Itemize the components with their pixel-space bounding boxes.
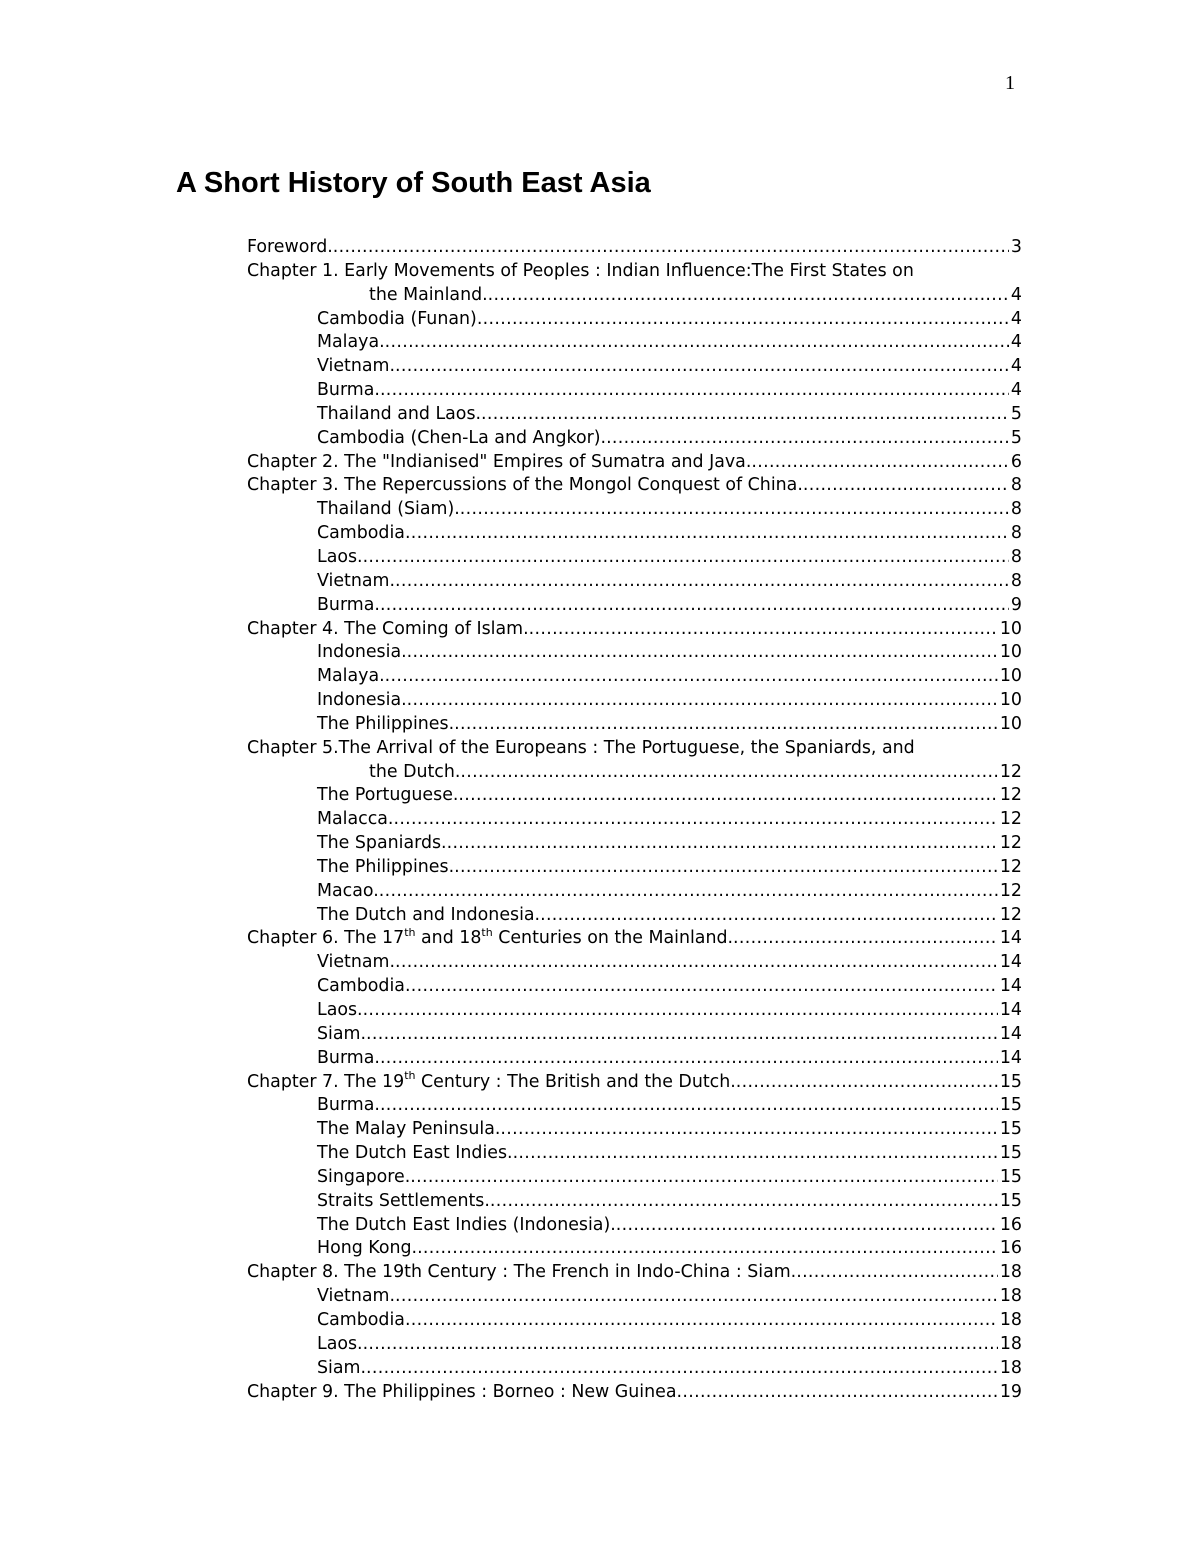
toc-subentry[interactable] (247, 832, 1022, 856)
toc-page-number: 18 (999, 1333, 1022, 1354)
toc-entry-title: Malaya. (317, 666, 385, 687)
toc-subentry[interactable] (247, 784, 1022, 808)
toc-entry-title: Hong Kong. (317, 1238, 418, 1259)
toc-entry-title: Laos. (317, 1333, 363, 1354)
toc-entry-title: Laos. (317, 1000, 363, 1020)
toc-subentry[interactable] (247, 1357, 1022, 1381)
toc-subentry[interactable] (247, 1023, 1022, 1047)
toc-entry-title: Chapter 8. The 19th Century : The French in Indo-China : Siam. (247, 1262, 797, 1283)
toc-entry-title: Laos. (317, 546, 363, 567)
toc-page-number: 4 (1010, 284, 1022, 305)
toc-entry-title: Cambodia (Funan) (317, 308, 477, 329)
toc-page-number: 12 (999, 785, 1022, 806)
dot-leader (363, 999, 998, 1023)
dot-leader (379, 880, 998, 904)
document-title: A Short History of South East Asia (176, 167, 651, 199)
toc-subentry[interactable] (247, 1237, 1022, 1261)
toc-page-number: 18 (999, 1262, 1022, 1283)
toc-subentry[interactable] (247, 975, 1022, 999)
dot-leader (393, 808, 997, 832)
toc-page-number: 8 (1010, 570, 1022, 591)
dot-leader (540, 904, 998, 928)
toc-page-number: 14 (999, 1023, 1022, 1044)
toc-subentry[interactable] (247, 498, 1022, 522)
dot-leader (677, 1381, 998, 1405)
toc-subentry[interactable] (247, 1047, 1022, 1071)
toc-subentry[interactable] (247, 1142, 1022, 1166)
toc-page-number: 18 (999, 1309, 1022, 1330)
dot-leader (513, 1142, 998, 1166)
dot-leader (477, 308, 1009, 332)
toc-page-number: 16 (999, 1238, 1022, 1259)
toc-page-number: 14 (999, 976, 1022, 997)
dot-leader (460, 761, 997, 785)
toc-entry-title: The Dutch East Indies. (317, 1143, 513, 1164)
dot-leader (488, 284, 1009, 308)
toc-subentry[interactable] (247, 594, 1022, 618)
toc-entry-title: Indonesia. (317, 690, 407, 711)
toc-entry-title: Chapter 3. The Repercussions of the Mongol Conquest of China. (247, 475, 803, 496)
toc-page-number: 10 (999, 642, 1022, 663)
toc-entry-title: Chapter 4. The Coming of Islam. (247, 618, 529, 639)
toc-subentry[interactable] (247, 403, 1022, 427)
toc-entry-title: Burma. (317, 380, 380, 401)
toc-page-number: 5 (1010, 427, 1022, 448)
dot-leader (733, 927, 998, 951)
toc-page-number: 8 (1010, 546, 1022, 567)
table-of-contents (247, 236, 1022, 1404)
toc-page-number: 12 (999, 809, 1022, 830)
toc-entry-chapter-2[interactable] (247, 451, 1022, 475)
toc-entry-chapter-5-continued[interactable] (247, 761, 1022, 785)
toc-entry-title: the Dutch. (369, 761, 461, 782)
toc-subentry[interactable] (247, 951, 1022, 975)
toc-entry-chapter-6[interactable] (247, 927, 1022, 951)
toc-page-number: 3 (1010, 237, 1022, 257)
dot-leader (736, 1071, 998, 1095)
toc-entry-title: Chapter 9. The Philippines : Borneo : New Guinea (247, 1381, 677, 1402)
dot-leader (333, 236, 1009, 260)
toc-entry-chapter-7[interactable] (247, 1071, 1022, 1095)
toc-subentry[interactable] (247, 904, 1022, 928)
dot-leader (380, 379, 1009, 403)
toc-entry-title: Burma. (317, 594, 380, 615)
toc-entry-title: Foreword. (247, 237, 333, 257)
toc-page-number: 4 (1010, 380, 1022, 401)
toc-page-number: 15 (999, 1190, 1022, 1211)
toc-subentry[interactable] (247, 379, 1022, 403)
toc-subentry[interactable] (247, 546, 1022, 570)
toc-entry-title: The Portuguese. (317, 785, 459, 806)
toc-subentry[interactable] (247, 1333, 1022, 1357)
toc-subentry[interactable] (247, 641, 1022, 665)
toc-subentry[interactable] (247, 713, 1022, 737)
toc-page-number: 4 (1010, 332, 1022, 353)
toc-entry-title: The Philippines. (317, 713, 455, 734)
toc-subentry[interactable] (247, 808, 1022, 832)
toc-page-number: 14 (999, 1047, 1022, 1068)
dot-leader (500, 1118, 997, 1142)
dot-leader (460, 498, 1009, 522)
toc-entry-title: The Malay Peninsula. (317, 1119, 501, 1140)
dot-leader (410, 1166, 998, 1190)
toc-entry-title: Vietnam. (317, 570, 396, 591)
toc-subentry[interactable] (247, 355, 1022, 379)
toc-page-number: 15 (999, 1119, 1022, 1140)
toc-entry-chapter-5[interactable] (247, 737, 1022, 761)
dot-leader (385, 331, 1009, 355)
dot-leader (529, 618, 998, 642)
toc-page-number: 19 (999, 1381, 1022, 1402)
toc-entry-title: Thailand and Laos. (317, 403, 482, 424)
dot-leader (405, 522, 1009, 546)
toc-page-number: 4 (1010, 356, 1022, 377)
toc-page-number: 10 (999, 666, 1022, 687)
dot-leader (796, 1261, 998, 1285)
toc-page-number: 8 (1010, 523, 1022, 544)
toc-entry-title: Cambodia (317, 1309, 405, 1330)
toc-entry-title: Chapter 5.The Arrival of the Europeans : The Portuguese, the Spaniards, and (247, 737, 915, 758)
toc-subentry[interactable] (247, 1309, 1022, 1333)
toc-entry-chapter-4[interactable] (247, 618, 1022, 642)
toc-entry-title: The Spaniards. (317, 833, 447, 854)
toc-subentry[interactable] (247, 1214, 1022, 1238)
toc-entry-title: Thailand (Siam). (317, 499, 460, 520)
toc-entry-title: Siam. (317, 1357, 366, 1378)
toc-entry-title: Singapore. (317, 1166, 411, 1187)
toc-page-number: 9 (1010, 594, 1022, 615)
toc-subentry[interactable] (247, 1166, 1022, 1190)
toc-subentry[interactable] (247, 522, 1022, 546)
dot-leader (803, 474, 1009, 498)
toc-page-number: 12 (999, 761, 1022, 782)
dot-leader (481, 403, 1009, 427)
toc-page-number: 15 (999, 1071, 1022, 1092)
dot-leader (407, 641, 998, 665)
toc-page-number: 14 (999, 928, 1022, 949)
toc-page-number: 14 (999, 952, 1022, 973)
dot-leader (417, 1237, 998, 1261)
toc-entry-title: Vietnam. (317, 356, 396, 377)
toc-entry-title: Straits Settlements. (317, 1190, 490, 1211)
toc-page-number: 12 (999, 856, 1022, 877)
page-number: 1 (1005, 72, 1015, 94)
dot-leader (407, 689, 998, 713)
toc-page-number: 6 (1010, 451, 1022, 472)
toc-subentry[interactable] (247, 1190, 1022, 1214)
dot-leader (366, 1357, 998, 1381)
toc-entry-title: Macao. (317, 880, 379, 901)
toc-entry-chapter-9[interactable] (247, 1381, 1022, 1405)
toc-entry-title: Malacca. (317, 809, 394, 830)
toc-entry-foreword[interactable] (247, 236, 1022, 260)
toc-entry-chapter-1-continued[interactable] (247, 284, 1022, 308)
dot-leader (395, 570, 1009, 594)
toc-entry-title: The Dutch and Indonesia. (317, 904, 541, 925)
toc-subentry[interactable] (247, 1285, 1022, 1309)
toc-entry-title: the Mainland. (369, 284, 488, 305)
toc-subentry[interactable] (247, 331, 1022, 355)
dot-leader (363, 1333, 998, 1357)
toc-subentry[interactable] (247, 665, 1022, 689)
dot-leader (366, 1023, 998, 1047)
toc-page-number: 15 (999, 1143, 1022, 1164)
toc-entry-title: Chapter 1. Early Movements of Peoples : Indian Influence:The First States on (247, 260, 914, 281)
toc-page-number: 5 (1010, 403, 1022, 424)
dot-leader (380, 1047, 998, 1071)
toc-entry-title: Siam. (317, 1023, 366, 1044)
toc-entry-title: Vietnam. (317, 1286, 396, 1307)
toc-entry-title: Chapter 7. The 19th Century : The British and the Dutch. (247, 1070, 736, 1092)
dot-leader (606, 427, 1009, 451)
toc-page-number: 18 (999, 1286, 1022, 1307)
toc-subentry[interactable] (247, 308, 1022, 332)
toc-page-number: 10 (999, 618, 1022, 639)
toc-entry-title: Cambodia (317, 976, 405, 997)
toc-entry-title: Malaya. (317, 332, 385, 353)
toc-page-number: 18 (999, 1357, 1022, 1378)
toc-subentry[interactable] (247, 880, 1022, 904)
dot-leader (458, 784, 997, 808)
dot-leader (447, 832, 998, 856)
toc-entry-title: Vietnam. (317, 952, 396, 973)
dot-leader (405, 1309, 998, 1333)
dot-leader (385, 665, 998, 689)
dot-leader (454, 713, 998, 737)
toc-page-number: 4 (1010, 308, 1022, 329)
toc-entry-title: Chapter 6. The 17th and 18th Centuries on the Mainland. (247, 927, 734, 949)
toc-subentry[interactable] (247, 570, 1022, 594)
toc-page-number: 12 (999, 833, 1022, 854)
toc-page-number: 15 (999, 1095, 1022, 1116)
toc-page-number: 14 (999, 1000, 1022, 1020)
toc-entry-chapter-3[interactable] (247, 474, 1022, 498)
dot-leader (616, 1214, 998, 1238)
toc-entry-chapter-1[interactable] (247, 260, 1022, 284)
toc-subentry[interactable] (247, 689, 1022, 713)
toc-entry-title: Chapter 2. The "Indianised" Empires of Sumatra and Java. (247, 451, 752, 472)
dot-leader (380, 594, 1009, 618)
toc-entry-title: The Philippines. (317, 856, 455, 877)
toc-entry-title: Indonesia. (317, 642, 407, 663)
toc-page-number: 10 (999, 690, 1022, 711)
dot-leader (395, 951, 998, 975)
toc-entry-title: The Dutch East Indies (Indonesia). (317, 1214, 616, 1235)
toc-subentry[interactable] (247, 999, 1022, 1023)
toc-page-number: 12 (999, 904, 1022, 925)
dot-leader (490, 1190, 998, 1214)
toc-entry-title: Burma. (317, 1047, 380, 1068)
toc-subentry[interactable] (247, 1118, 1022, 1142)
dot-leader (405, 975, 998, 999)
toc-entry-title: Burma. (317, 1095, 380, 1116)
toc-page-number: 16 (999, 1214, 1022, 1235)
toc-subentry[interactable] (247, 1094, 1022, 1118)
toc-page-number: 8 (1010, 499, 1022, 520)
dot-leader (363, 546, 1009, 570)
toc-page-number: 10 (999, 713, 1022, 734)
dot-leader (395, 355, 1009, 379)
toc-subentry[interactable] (247, 427, 1022, 451)
dot-leader (454, 856, 998, 880)
toc-entry-chapter-8[interactable] (247, 1261, 1022, 1285)
toc-subentry[interactable] (247, 856, 1022, 880)
toc-entry-title: Cambodia (Chen-La and Angkor). (317, 427, 607, 448)
dot-leader (380, 1094, 998, 1118)
toc-page-number: 12 (999, 880, 1022, 901)
toc-entry-title: Cambodia (317, 523, 405, 544)
dot-leader (395, 1285, 998, 1309)
toc-page-number: 15 (999, 1166, 1022, 1187)
toc-page-number: 8 (1010, 475, 1022, 496)
dot-leader (751, 451, 1009, 475)
